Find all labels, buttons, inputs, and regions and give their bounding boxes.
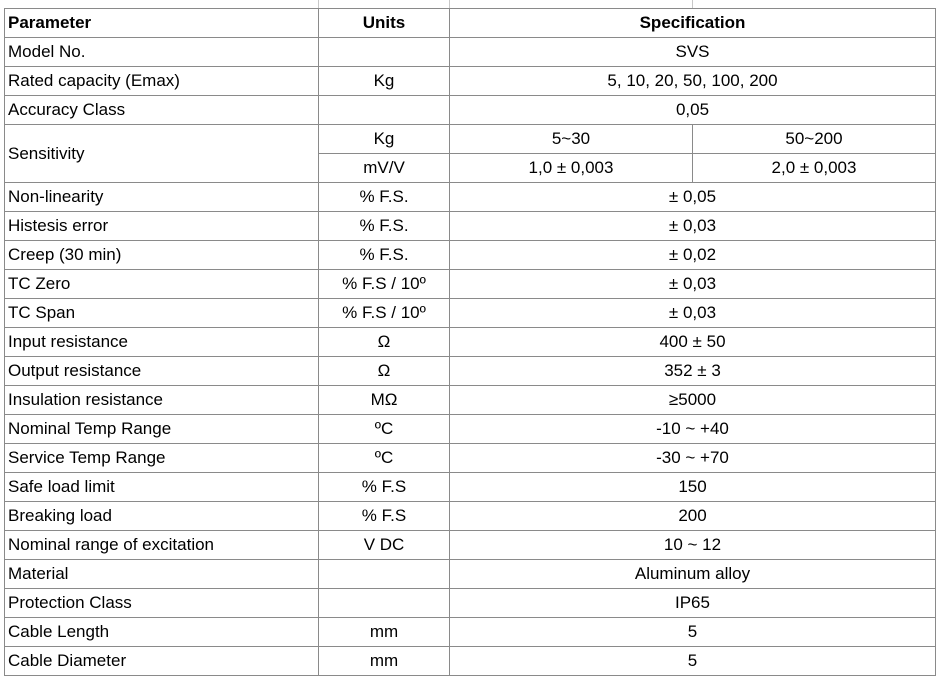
spec-cell: SVS bbox=[450, 38, 936, 67]
header-parameter: Parameter bbox=[5, 9, 319, 38]
units-cell: ºC bbox=[319, 444, 450, 473]
sensitivity-label: Sensitivity bbox=[5, 125, 319, 183]
spec-cell: 5, 10, 20, 50, 100, 200 bbox=[450, 67, 936, 96]
parameter-cell: Protection Class bbox=[5, 589, 319, 618]
parameter-cell: Rated capacity (Emax) bbox=[5, 67, 319, 96]
parameter-cell: Nominal Temp Range bbox=[5, 415, 319, 444]
parameter-cell: Accuracy Class bbox=[5, 96, 319, 125]
parameter-cell: Input resistance bbox=[5, 328, 319, 357]
table-row bbox=[5, 560, 936, 589]
table-row bbox=[5, 589, 936, 618]
units-cell: % F.S / 10º bbox=[319, 270, 450, 299]
spec-cell: Aluminum alloy bbox=[450, 560, 936, 589]
parameter-cell: Material bbox=[5, 560, 319, 589]
table-row bbox=[5, 531, 936, 560]
spec-cell: ± 0,03 bbox=[450, 212, 936, 241]
spec-cell: 352 ± 3 bbox=[450, 357, 936, 386]
parameter-cell: Model No. bbox=[5, 38, 319, 67]
spec-cell: ± 0,03 bbox=[450, 270, 936, 299]
parameter-cell: Output resistance bbox=[5, 357, 319, 386]
units-cell: % F.S. bbox=[319, 212, 450, 241]
units-cell: % F.S bbox=[319, 473, 450, 502]
spec-cell: ≥5000 bbox=[450, 386, 936, 415]
sensitivity-range-high: 50~200 bbox=[693, 125, 936, 154]
table-row bbox=[5, 241, 936, 270]
table-row bbox=[5, 647, 936, 676]
header-units: Units bbox=[319, 9, 450, 38]
table-row bbox=[5, 444, 936, 473]
table-row bbox=[5, 38, 936, 67]
header-specification: Specification bbox=[450, 9, 936, 38]
spec-cell: 5 bbox=[450, 647, 936, 676]
units-cell: % F.S / 10º bbox=[319, 299, 450, 328]
table-row bbox=[5, 67, 936, 96]
header-row bbox=[5, 9, 936, 38]
parameter-cell: Safe load limit bbox=[5, 473, 319, 502]
spec-cell: 400 ± 50 bbox=[450, 328, 936, 357]
spec-cell: 200 bbox=[450, 502, 936, 531]
gridline bbox=[318, 0, 319, 8]
units-cell: % F.S bbox=[319, 502, 450, 531]
spec-cell: ± 0,02 bbox=[450, 241, 936, 270]
parameter-cell: TC Span bbox=[5, 299, 319, 328]
sensitivity-units-kg: Kg bbox=[319, 125, 450, 154]
spec-cell: -30 ~ +70 bbox=[450, 444, 936, 473]
spec-cell: ± 0,05 bbox=[450, 183, 936, 212]
parameter-cell: Creep (30 min) bbox=[5, 241, 319, 270]
table-row bbox=[5, 502, 936, 531]
spec-cell: 0,05 bbox=[450, 96, 936, 125]
table-row bbox=[5, 386, 936, 415]
units-cell: Ω bbox=[319, 357, 450, 386]
spec-cell: ± 0,03 bbox=[450, 299, 936, 328]
sensitivity-value-low: 1,0 ± 0,003 bbox=[450, 154, 693, 183]
spec-cell: 10 ~ 12 bbox=[450, 531, 936, 560]
sensitivity-value-high: 2,0 ± 0,003 bbox=[693, 154, 936, 183]
spec-cell: -10 ~ +40 bbox=[450, 415, 936, 444]
table-row bbox=[5, 212, 936, 241]
table-row bbox=[5, 299, 936, 328]
table-row bbox=[5, 328, 936, 357]
parameter-cell: Cable Length bbox=[5, 618, 319, 647]
table-row bbox=[5, 183, 936, 212]
units-cell bbox=[319, 38, 450, 67]
sensitivity-range-low: 5~30 bbox=[450, 125, 693, 154]
units-cell: ºC bbox=[319, 415, 450, 444]
units-cell: Ω bbox=[319, 328, 450, 357]
units-cell: mm bbox=[319, 647, 450, 676]
parameter-cell: TC Zero bbox=[5, 270, 319, 299]
units-cell: % F.S. bbox=[319, 241, 450, 270]
units-cell: % F.S. bbox=[319, 183, 450, 212]
units-cell bbox=[319, 589, 450, 618]
sensitivity-units-mvv: mV/V bbox=[319, 154, 450, 183]
parameter-cell: Nominal range of excitation bbox=[5, 531, 319, 560]
table-row bbox=[5, 125, 936, 154]
units-cell: V DC bbox=[319, 531, 450, 560]
table-body-top bbox=[5, 38, 936, 125]
gridline bbox=[692, 0, 693, 8]
parameter-cell: Non-linearity bbox=[5, 183, 319, 212]
units-cell: Kg bbox=[319, 67, 450, 96]
table-row bbox=[5, 96, 936, 125]
spec-cell: IP65 bbox=[450, 589, 936, 618]
parameter-cell: Histesis error bbox=[5, 212, 319, 241]
spec-cell: 150 bbox=[450, 473, 936, 502]
gridline bbox=[449, 0, 450, 8]
sensitivity-group bbox=[5, 125, 936, 183]
table-row bbox=[5, 270, 936, 299]
units-cell bbox=[319, 96, 450, 125]
spec-cell: 5 bbox=[450, 618, 936, 647]
table-row bbox=[5, 415, 936, 444]
parameter-cell: Service Temp Range bbox=[5, 444, 319, 473]
table-row bbox=[5, 473, 936, 502]
parameter-cell: Cable Diameter bbox=[5, 647, 319, 676]
units-cell: MΩ bbox=[319, 386, 450, 415]
units-cell bbox=[319, 560, 450, 589]
table-row bbox=[5, 357, 936, 386]
table-body-bottom bbox=[5, 183, 936, 676]
units-cell: mm bbox=[319, 618, 450, 647]
parameter-cell: Insulation resistance bbox=[5, 386, 319, 415]
parameter-cell: Breaking load bbox=[5, 502, 319, 531]
specification-table bbox=[4, 8, 936, 676]
table-row bbox=[5, 618, 936, 647]
